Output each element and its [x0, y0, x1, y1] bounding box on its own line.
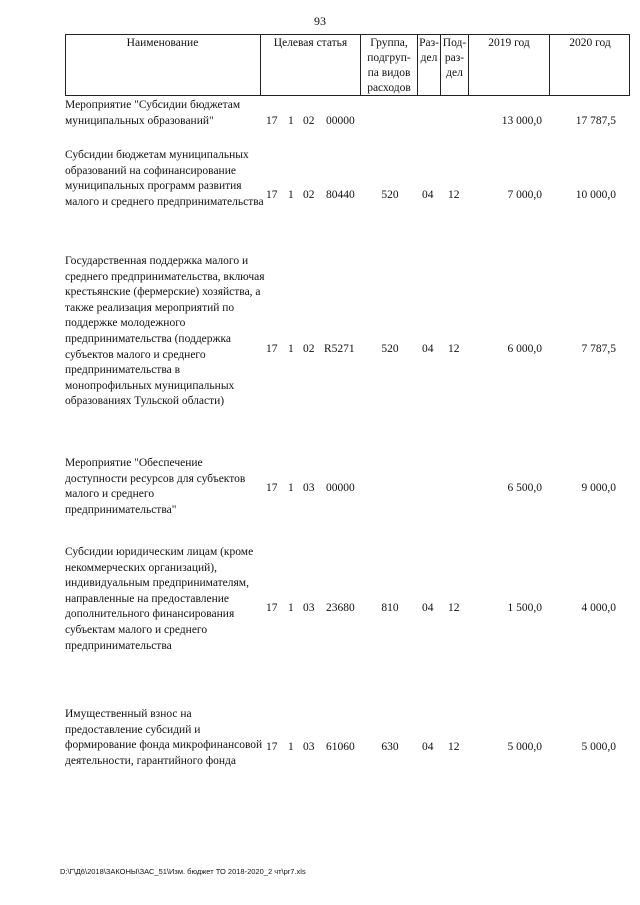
- row-subsection: 12: [448, 343, 460, 355]
- row-value-2020: 10 000,0: [575, 189, 616, 201]
- header-2020: 2020 год: [569, 37, 611, 49]
- row-code-1: 17: [266, 343, 278, 355]
- row-code-4: 61060: [326, 741, 355, 753]
- header-section: [418, 36, 440, 66]
- row-value-2020: 4 000,0: [581, 602, 616, 614]
- header-section-line: дел: [420, 52, 438, 64]
- header-subsection-line: дел: [446, 67, 463, 79]
- row-name: Субсидии бюджетам муниципальных образований на софинансирование муниципальных программ развития малого и среднего предпринимательства: [65, 149, 264, 208]
- row-value-2020: 5 000,0: [581, 741, 616, 753]
- page-number: 93: [314, 14, 326, 28]
- row-code-4: 23680: [326, 602, 355, 614]
- footer-file-path: D:\Г\Д6\2018\ЗАКОНЫ\ЗАС_51\Изм. бюджет ТО 2018-2020_2 чт\pr7.xls: [60, 867, 306, 876]
- row-code-1: 17: [266, 482, 278, 494]
- row-name: Имущественный взнос на предоставление субсидий и формирование фонда микрофинансовой деятельности, гарантийного фонда: [65, 708, 263, 767]
- row-code-2: 1: [288, 602, 294, 614]
- row-code-3: 02: [303, 189, 315, 201]
- row-code-1: 17: [266, 189, 278, 201]
- row-code-2: 1: [288, 189, 294, 201]
- header-subsection: [441, 36, 468, 81]
- header-group-line: подгруп-: [367, 52, 411, 64]
- row-section: 04: [422, 602, 434, 614]
- row-subsection: 12: [448, 602, 460, 614]
- row-code-4: 00000: [326, 115, 355, 127]
- row-value-2019: 6 000,0: [507, 343, 542, 355]
- row-value-2019: 6 500,0: [507, 482, 542, 494]
- row-section: 04: [422, 343, 434, 355]
- header-2019: 2019 год: [488, 37, 530, 49]
- header-group-line: Группа,: [370, 37, 408, 49]
- row-code-1: 17: [266, 741, 278, 753]
- row-value-2019: 5 000,0: [507, 741, 542, 753]
- row-code-3: 02: [303, 343, 315, 355]
- row-value-2019: 1 500,0: [507, 602, 542, 614]
- row-value-2019: 7 000,0: [507, 189, 542, 201]
- row-code-2: 1: [288, 115, 294, 127]
- row-code-4: R5271: [324, 343, 355, 355]
- row-section: 04: [422, 741, 434, 753]
- header-group-line: расходов: [367, 82, 411, 94]
- header-group-line: па видов: [367, 67, 411, 79]
- row-code-3: 03: [303, 741, 315, 753]
- row-value-2020: 9 000,0: [581, 482, 616, 494]
- table-header: [65, 34, 630, 96]
- row-code-1: 17: [266, 602, 278, 614]
- row-name: Субсидии юридическим лицам (кроме некоммерческих организаций), индивидуальным предпринимателям, направленные на предоставление дополнительного финансирования субъектам малого и среднего предпринимательства: [65, 546, 254, 652]
- row-code-4: 80440: [326, 189, 355, 201]
- row-code-2: 1: [288, 741, 294, 753]
- row-code-4: 00000: [326, 482, 355, 494]
- row-name: Мероприятие "Обеспечение доступности ресурсов для субъектов малого и среднего предпринимательства": [65, 457, 246, 516]
- header-group: [361, 36, 417, 96]
- header-subsection-line: Под-: [442, 37, 467, 49]
- row-group: 520: [381, 343, 399, 355]
- row-name: Мероприятие "Субсидии бюджетам муниципальных образований": [65, 99, 241, 127]
- row-value-2019: 13 000,0: [501, 115, 542, 127]
- row-code-3: 02: [303, 115, 315, 127]
- row-value-2020: 7 787,5: [581, 343, 616, 355]
- header-name: Наименование: [126, 37, 199, 49]
- header-target-article: Целевая статья: [273, 37, 348, 49]
- row-code-2: 1: [288, 482, 294, 494]
- row-group: 810: [381, 602, 399, 614]
- row-group: 520: [381, 189, 399, 201]
- row-subsection: 12: [448, 189, 460, 201]
- row-name: Государственная поддержка малого и среднего предпринимательства, включая крестьянские (фермерские) хозяйства, а также реализация мероприятий по поддержке молодежного предпринимательства (поддержка субъектов малого и среднего предпринимательства в монопрофильных муниципальных образованиях Тульской области): [65, 255, 265, 408]
- row-code-1: 17: [266, 115, 278, 127]
- row-group: 630: [381, 741, 399, 753]
- row-code-3: 03: [303, 602, 315, 614]
- row-code-2: 1: [288, 343, 294, 355]
- row-value-2020: 17 787,5: [575, 115, 616, 127]
- row-section: 04: [422, 189, 434, 201]
- header-section-line: Раз-: [419, 37, 439, 49]
- row-code-3: 03: [303, 482, 315, 494]
- header-subsection-line: раз-: [444, 52, 465, 64]
- row-subsection: 12: [448, 741, 460, 753]
